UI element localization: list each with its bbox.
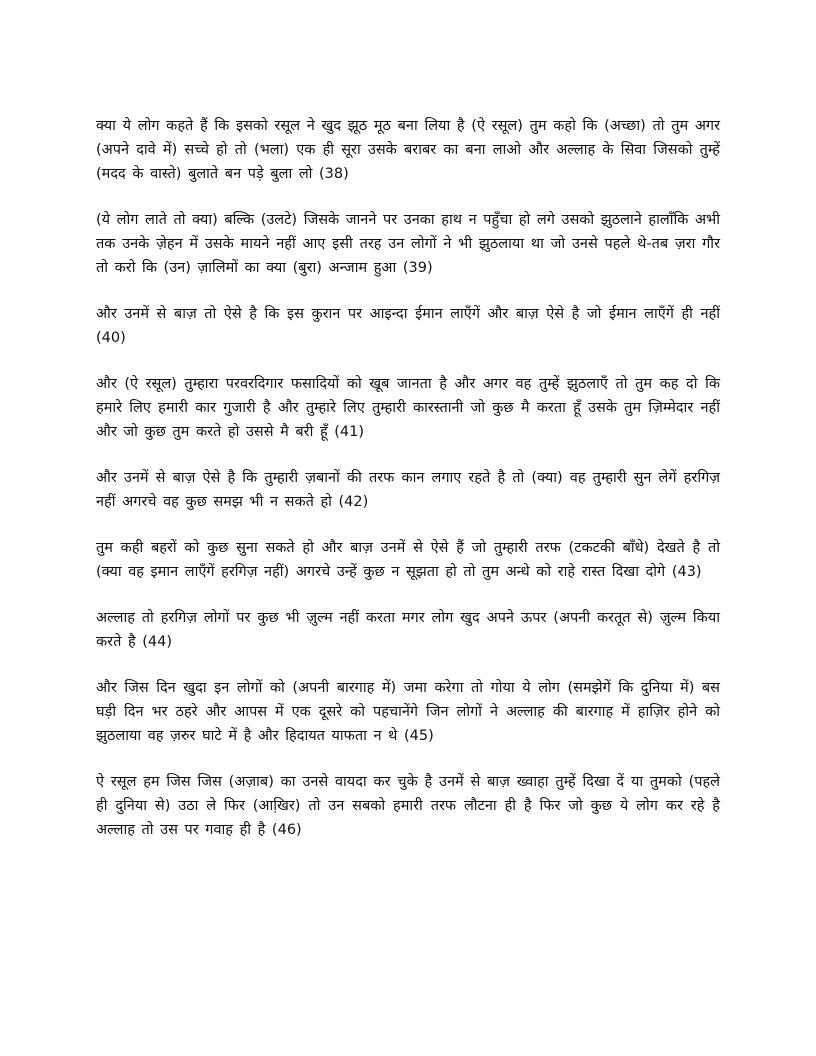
verse-paragraph-41: और (ऐ रसूल) तुम्हारा परवरदिगार फसादियों को खूब जानता है और अगर वह तुम्हें झुठलाएँ तो तुम कह दो कि हमारे लिए हमारी कार गुजारी है और तुम्हारे लिए तुम्हारी कारस्तानी जो कुछ मै करता हूँ उसके तुम ज़िम्मेदार नहीं और जो कुछ तुम करते हो उससे मै बरी हूँ (41) — [96, 376, 720, 440]
verse-paragraph-39: (ये लोग लाते तो क्या) बल्कि (उलटे) जिसके जानने पर उनका हाथ न पहुँचा हो लगे उसको झुठलाने हालाँकि अभी तक उनके ज़ेहन में उसके मायने नहीं आए इसी तरह उन लोगों ने भी झुठलाया था जो उनसे पहले थे-तब ज़रा गौर तो करो कि (उन) ज़ालिमों का क्या (बुरा) अन्जाम हुआ (39) — [96, 212, 720, 276]
verse-paragraph-45: और जिस दिन खुदा इन लोगों को (अपनी बारगाह में) जमा करेगा तो गोया ये लोग (समझेगें कि दुनिया में) बस घड़ी दिन भर ठहरे और आपस में एक दूसरे को पहचानेंगे जिन लोगों ने अल्लाह की बारगाह में हाज़िर होने को झुठलाया वह ज़रुर घाटे में है और हिदायत याफता न थे (45) — [96, 680, 720, 744]
verse-paragraph-40: और उनमें से बाज़ तो ऐसे है कि इस कुरान पर आइन्दा ईमान लाएँगें और बाज़ ऐसे है जो ईमान लाएँगें ही नहीं (40) — [96, 306, 720, 346]
verse-paragraph-43: तुम कही बहरों को कुछ सुना सकते हो और बाज़ उनमें से ऐसे हैं जो तुम्हारी तरफ (टकटकी बाँधे) देखते है तो (क्या वह इमान लाएँगें हरगिज़ नहीं) अगरचे उन्हें कुछ न सूझता हो तो तुम अन्धे को राहे रास्त दिखा दोगे (43) — [96, 540, 720, 580]
document-page — [96, 114, 720, 864]
verse-paragraph-42: और उनमें से बाज़ ऐसे है कि तुम्हारी ज़बानों की तरफ कान लगाए रहते है तो (क्या) वह तुम्हारी सुन लेगें हरगिज़ नहीं अगरचे वह कुछ समझ भी न सकते हो (42) — [96, 470, 720, 510]
verse-paragraph-44: अल्लाह तो हरगिज़ लोगों पर कुछ भी ज़ुल्म नहीं करता मगर लोग खुद अपने ऊपर (अपनी करतूत से) ज़ुल्म किया करते है (44) — [96, 610, 720, 650]
verse-paragraph-38: क्या ये लोग कहते हैं कि इसको रसूल ने खुद झूठ मूठ बना लिया है (ऐ रसूल) तुम कहो कि (अच्छा) तो तुम अगर (अपने दावे में) सच्चे हो तो (भला) एक ही सूरा उसके बराबर का बना लाओ और अल्लाह के सिवा जिसको तुम्हें (मदद के वास्ते) बुलाते बन पड़े बुला लो (38) — [96, 118, 720, 182]
verse-paragraph-46: ऐ रसूल हम जिस जिस (अज़ाब) का उनसे वायदा कर चुके है उनमें से बाज़ ख्वाहा तुम्हें दिखा दें या तुमको (पहले ही दुनिया से) उठा ले फिर (आखि़र) तो उन सबको हमारी तरफ लौटना ही है फिर जो कुछ ये लोग कर रहे है अल्लाह तो उस पर गवाह ही है (46) — [96, 774, 720, 838]
